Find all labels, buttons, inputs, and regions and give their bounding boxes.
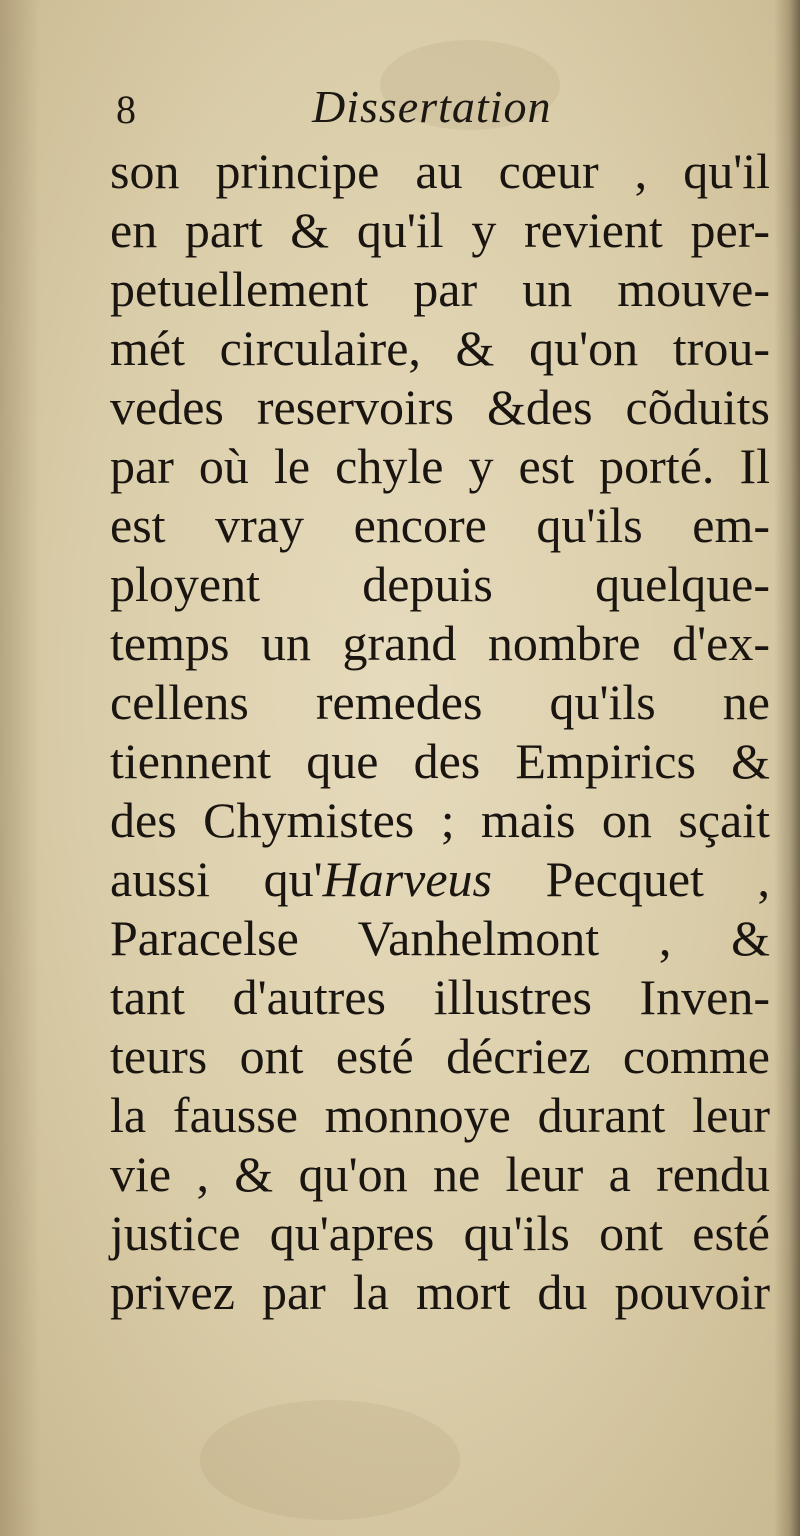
body-text: [110, 142, 770, 1322]
spine-shadow: [0, 0, 40, 1536]
page-edge-shadow: [774, 0, 800, 1536]
text-line: la fausse monnoye durant leur: [110, 1087, 770, 1143]
text-line: tiennent que des Empirics &: [110, 733, 770, 789]
page-header: [112, 80, 672, 140]
paper-stain: [200, 1400, 460, 1520]
text-fragment: Pecquet ,: [492, 851, 770, 907]
text-line: vie , & qu'on ne leur a rendu: [110, 1146, 770, 1202]
running-title: Dissertation: [312, 81, 552, 132]
text-line: tant d'autres illustres Inven-: [110, 969, 770, 1025]
text-line: ployent depuis quelque-: [110, 556, 770, 612]
text-line: par où le chyle y est porté. Il: [110, 438, 770, 494]
text-line: teurs ont esté décriez comme: [110, 1028, 770, 1084]
text-line: cellens remedes qu'ils ne: [110, 674, 770, 730]
text-line: mét circulaire, & qu'on trou-: [110, 320, 770, 376]
italic-name: Harveus: [322, 851, 493, 907]
text-line: vedes reservoirs &des cõduits: [110, 379, 770, 435]
text-line: en part & qu'il y revient per-: [110, 202, 770, 258]
text-line: des Chymistes ; mais on sçait: [110, 792, 770, 848]
text-line: Paracelse Vanhelmont , &: [110, 910, 770, 966]
text-line: privez par la mort du pouvoir: [110, 1264, 770, 1320]
text-line: justice qu'apres qu'ils ont esté: [110, 1205, 770, 1261]
text-line: est vray encore qu'ils em-: [110, 497, 770, 553]
text-line: petuellement par un mouve-: [110, 261, 770, 317]
text-fragment: aussi qu': [110, 851, 323, 907]
text-line: son principe au cœur , qu'il: [110, 143, 770, 199]
text-line: temps un grand nombre d'ex-: [110, 615, 770, 671]
text-line-with-italic-name: [110, 850, 770, 909]
page-number: 8: [116, 87, 136, 132]
